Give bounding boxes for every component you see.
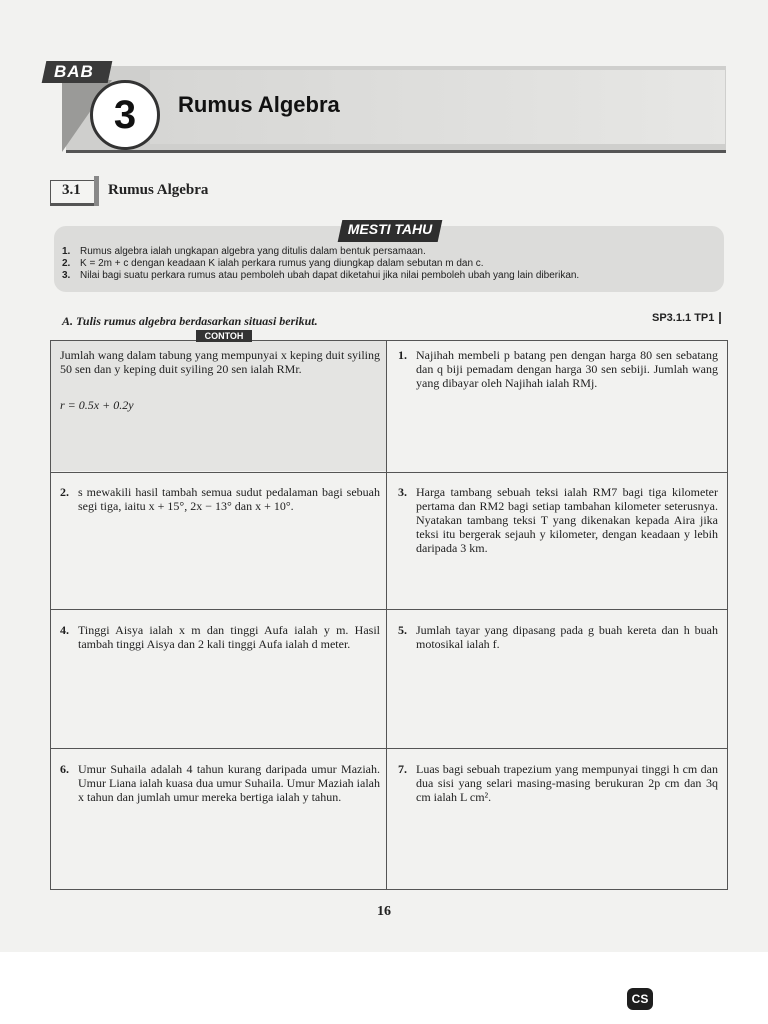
section-title: Rumus Algebra (108, 182, 209, 198)
question-number: 3. (398, 485, 407, 499)
item-number: 1. (62, 246, 71, 257)
question-text: Tinggi Aisya ialah x m dan tinggi Aufa ialah y m. Hasil tambah tinggi Aisya dan 2 kali tinggi Aufa ialah d meter. (78, 623, 380, 651)
item-text: K = 2m + c dengan keadaan K ialah perkara rumus yang diungkap dalam sebutan m dan c. (80, 258, 484, 269)
grid-divider-row (50, 609, 727, 610)
question-text: Najihah membeli p batang pen dengan harga 80 sen sebatang dan q biji pemadam dengan harga 30 sen sebiji. Jumlah wang yang dibayar oleh Najihah ialah RMj. (416, 348, 718, 390)
question-number: 2. (60, 485, 69, 499)
question-7 (398, 762, 718, 804)
question-text: Harga tambang sebuah teksi ialah RM7 bagi tiga kilometer pertama dan RM2 bagi setiap tambahan kilometer seterusnya. Nyatakan tambang teksi T yang dikenakan kepada Aira jika teksi itu bergerak sejauh y kilometer, dengan keadaan y lebih daripada 3 km. (416, 485, 718, 555)
grid-divider-row (50, 472, 727, 473)
question-4 (60, 623, 380, 651)
example-text (60, 348, 380, 376)
question-2 (60, 485, 380, 513)
question-text: Umur Suhaila adalah 4 tahun kurang daripada umur Maziah. Umur Liana ialah kuasa dua umur Suhaila. Umur Maziah ialah x tahun dan jumlah umur mereka bertiga ialah y tahun. (78, 762, 380, 804)
bab-label: BAB (54, 62, 94, 81)
question-6 (60, 762, 380, 804)
question-5 (398, 623, 718, 651)
exercise-instruction: A. Tulis rumus algebra berdasarkan situasi berikut. (62, 314, 318, 328)
chapter-number: 3 (113, 93, 137, 137)
section-bar (94, 176, 99, 206)
question-number: 1. (398, 348, 407, 362)
example-formula: r = 0.5x + 0.2y (60, 398, 134, 412)
grid-divider-row (50, 748, 727, 749)
question-1 (398, 348, 718, 390)
mesti-tahu-item (62, 246, 579, 258)
question-text: Luas bagi sebuah trapezium yang mempunyai tinggi h cm dan dua sisi yang selari masing-masing berukuran 2p cm dan 3q cm ialah L cm². (416, 762, 718, 804)
contoh-label: CONTOH (196, 330, 252, 342)
question-number: 4. (60, 623, 69, 637)
mesti-tahu-item (62, 258, 579, 270)
question-number: 5. (398, 623, 407, 637)
item-number: 2. (62, 258, 71, 269)
question-number: 7. (398, 762, 407, 776)
chapter-title: Rumus Algebra (178, 92, 340, 117)
example-statement: Jumlah wang dalam tabung yang mempunyai x keping duit syiling 50 sen dan y keping duit syiling 20 sen ialah RMr. (60, 348, 380, 376)
question-3 (398, 485, 718, 555)
question-text: Jumlah tayar yang dipasang pada g buah kereta dan h buah motosikal ialah f. (416, 623, 718, 651)
mesti-tahu-list (62, 246, 579, 282)
grid-divider-vertical (386, 340, 387, 889)
item-number: 3. (62, 270, 71, 281)
item-text: Rumus algebra ialah ungkapan algebra yang ditulis dalam bentuk persamaan. (80, 246, 426, 257)
camscanner-badge: CS (627, 988, 653, 1010)
mesti-tahu-label: MESTI TAHU (347, 221, 433, 237)
question-number: 6. (60, 762, 69, 776)
page-number: 16 (377, 904, 391, 919)
page-bottom-margin (0, 952, 768, 1024)
mesti-tahu-item (62, 270, 579, 282)
section-number: 3.1 (62, 182, 81, 198)
item-text: Nilai bagi suatu perkara rumus atau pemboleh ubah dapat diketahui jika nilai pemboleh ubah yang lain diberikan. (80, 270, 580, 281)
question-text: s mewakili hasil tambah semua sudut pedalaman bagi sebuah segi tiga, iaitu x + 15°, 2x − 13° dan x + 10°. (78, 485, 380, 513)
exercise-code: SP3.1.1 TP1 (652, 312, 721, 324)
